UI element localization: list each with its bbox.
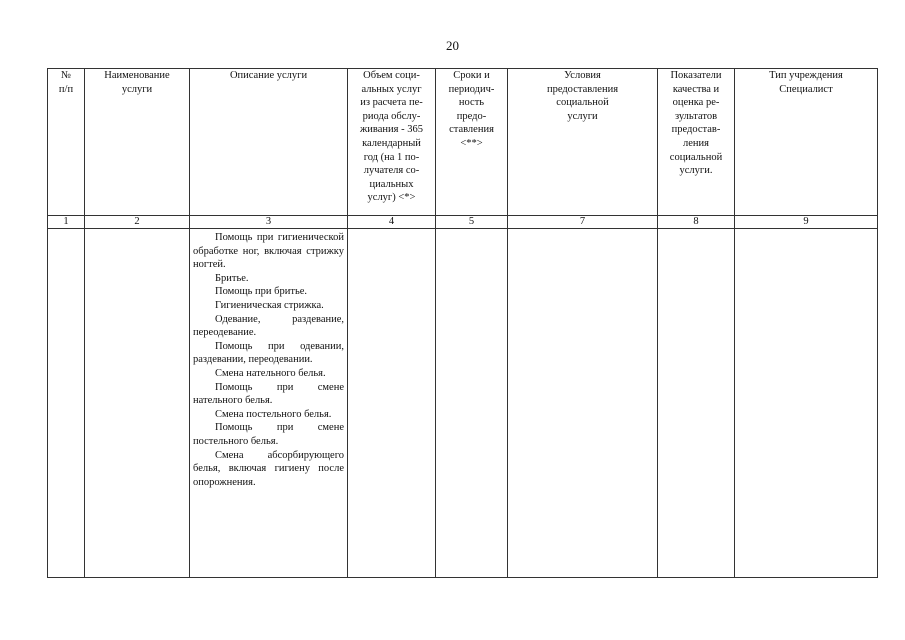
list-item: Смена постельного белья.: [215, 408, 332, 420]
list-item: Одевание, раздевание, переодевание.: [193, 313, 344, 339]
cell-conditions: [508, 229, 658, 578]
column-number: 2: [85, 216, 190, 229]
header-institution-type: Тип учреждения Специалист: [735, 69, 878, 216]
list-item: Помощь при одевании, раздевании, переодевании.: [193, 340, 344, 366]
header-row: [48, 69, 878, 216]
list-item: Помощь при смене нательного белья.: [193, 381, 344, 407]
column-number: 7: [508, 216, 658, 229]
cell-service-description: [190, 229, 348, 578]
cell-institution-type: [735, 229, 878, 578]
header-service-volume: Объем соци- альных услуг из расчета пе- риода обслу- живания - 365 календарный год (на 1 по- лучателя со- циальных услуг) <*>: [348, 69, 436, 216]
column-number-row: [48, 216, 878, 229]
header-number: № п/п: [48, 69, 85, 216]
column-number: 1: [48, 216, 85, 229]
services-table: [47, 68, 878, 578]
header-terms-periodicity: Сроки и периодич- ность предо- ставления <**>: [436, 69, 508, 216]
page-number: 20: [446, 38, 459, 53]
list-item: Смена нательного белья.: [215, 367, 326, 379]
column-number: 8: [658, 216, 735, 229]
list-item: Бритье.: [215, 272, 249, 284]
list-item: Гигиеническая стрижка.: [215, 299, 324, 311]
header-quality-indicators: Показатели качества и оценка ре- зультатов предостав- ления социальной услуги.: [658, 69, 735, 216]
cell-service-volume: [348, 229, 436, 578]
header-conditions: Условия предоставления социальной услуги: [508, 69, 658, 216]
list-item: Смена абсорбирующего белья, включая гигиену после опорожнения.: [193, 449, 344, 488]
list-item: Помощь при бритье.: [215, 286, 308, 298]
column-number: 5: [436, 216, 508, 229]
header-service-description: Описание услуги: [190, 69, 348, 216]
column-number: 4: [348, 216, 436, 229]
description-list: [193, 229, 344, 489]
list-item: Помощь при смене постельного белья.: [193, 422, 344, 447]
list-item: Помощь при гигиенической обработке ног, включая стрижку ногтей.: [193, 232, 344, 271]
column-number: 3: [190, 216, 348, 229]
cell-number: [48, 229, 85, 578]
table-row: [48, 229, 878, 578]
cell-quality-indicators: [658, 229, 735, 578]
cell-service-name: [85, 229, 190, 578]
cell-terms-periodicity: [436, 229, 508, 578]
header-service-name: Наименование услуги: [85, 69, 190, 216]
column-number: 9: [735, 216, 878, 229]
